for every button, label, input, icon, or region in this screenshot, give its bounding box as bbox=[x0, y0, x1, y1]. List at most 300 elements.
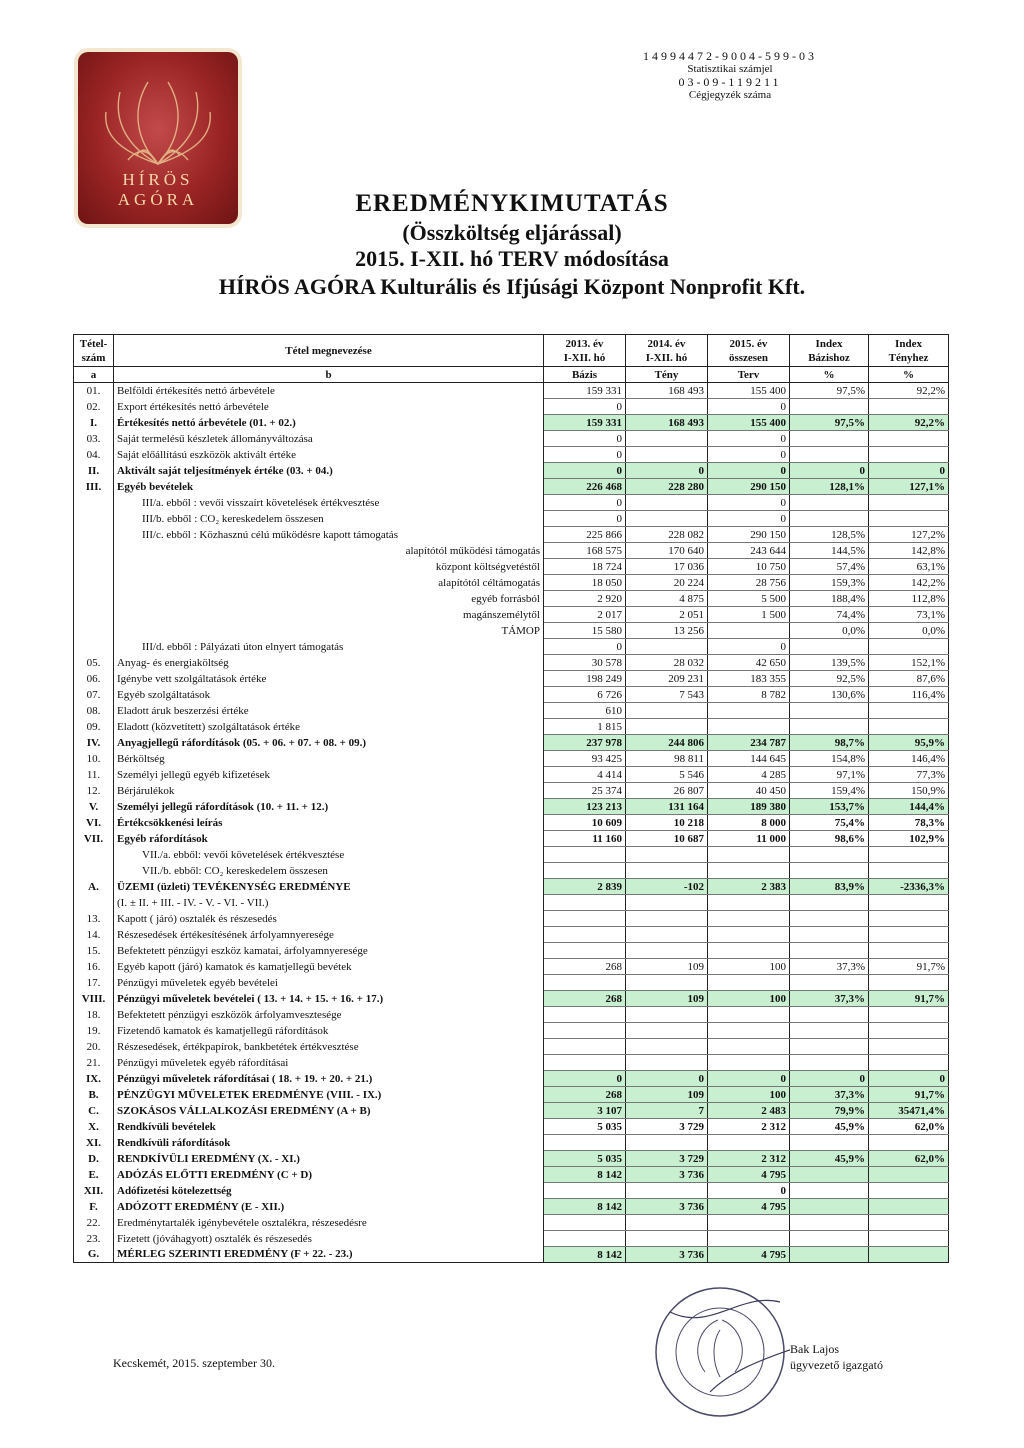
row-name: Részesedések, értékpapírok, bankbetétek értékvesztése bbox=[114, 1039, 544, 1055]
table-row bbox=[74, 719, 949, 735]
row-name: Eredménytartalék igénybevétele osztalékra, részesedésre bbox=[114, 1215, 544, 1231]
value-2014 bbox=[626, 1215, 708, 1231]
index-actual bbox=[869, 1215, 949, 1231]
value-2015: 144 645 bbox=[708, 751, 790, 767]
signature-block bbox=[790, 1341, 883, 1373]
value-2014: 228 280 bbox=[626, 479, 708, 495]
index-base: 98,6% bbox=[790, 831, 869, 847]
value-2014: 109 bbox=[626, 991, 708, 1007]
row-code: 18. bbox=[74, 1007, 114, 1023]
value-2013: 0 bbox=[544, 463, 626, 479]
table-row bbox=[74, 1087, 949, 1103]
row-code bbox=[74, 559, 114, 575]
value-2015 bbox=[708, 1231, 790, 1247]
value-2015: 2 383 bbox=[708, 879, 790, 895]
value-2014: 98 811 bbox=[626, 751, 708, 767]
row-name: Anyagjellegű ráfordítások (05. + 06. + 07. + 08. + 09.) bbox=[114, 735, 544, 751]
index-actual bbox=[869, 511, 949, 527]
value-2013: 268 bbox=[544, 1087, 626, 1103]
header-index-actual: Index Tényhez bbox=[869, 335, 949, 367]
company-identifiers bbox=[600, 50, 860, 102]
index-actual: 77,3% bbox=[869, 767, 949, 783]
row-code bbox=[74, 527, 114, 543]
value-2013: 0 bbox=[544, 447, 626, 463]
row-name: MÉRLEG SZERINTI EREDMÉNY (F + 22. - 23.) bbox=[114, 1247, 544, 1263]
index-actual: 112,8% bbox=[869, 591, 949, 607]
row-name: III/b. ebből : CO₂ kereskedelem összesen bbox=[114, 511, 544, 527]
row-code: 15. bbox=[74, 943, 114, 959]
table-row bbox=[74, 1039, 949, 1055]
index-base bbox=[790, 1199, 869, 1215]
subheader-a: a bbox=[74, 367, 114, 383]
row-name: Rendkívüli ráfordítások bbox=[114, 1135, 544, 1151]
row-code bbox=[74, 495, 114, 511]
row-name: SZOKÁSOS VÁLLALKOZÁSI EREDMÉNY (A + B) bbox=[114, 1103, 544, 1119]
value-2014: 17 036 bbox=[626, 559, 708, 575]
header-2014: 2014. év I-XII. hó bbox=[626, 335, 708, 367]
value-2014 bbox=[626, 1055, 708, 1071]
value-2014 bbox=[626, 703, 708, 719]
index-actual: 152,1% bbox=[869, 655, 949, 671]
table-row bbox=[74, 911, 949, 927]
value-2013: 8 142 bbox=[544, 1199, 626, 1215]
value-2015: 155 400 bbox=[708, 415, 790, 431]
value-2014 bbox=[626, 1231, 708, 1247]
value-2014: 4 875 bbox=[626, 591, 708, 607]
value-2013 bbox=[544, 1023, 626, 1039]
table-row bbox=[74, 415, 949, 431]
row-code: C. bbox=[74, 1103, 114, 1119]
row-name: Személyi jellegű ráfordítások (10. + 11. + 12.) bbox=[114, 799, 544, 815]
value-2014: -102 bbox=[626, 879, 708, 895]
index-base: 128,5% bbox=[790, 527, 869, 543]
index-base: 37,3% bbox=[790, 959, 869, 975]
row-code: XII. bbox=[74, 1183, 114, 1199]
value-2013: 10 609 bbox=[544, 815, 626, 831]
table-row bbox=[74, 1247, 949, 1263]
value-2013: 5 035 bbox=[544, 1119, 626, 1135]
value-2015: 8 782 bbox=[708, 687, 790, 703]
index-actual: 116,4% bbox=[869, 687, 949, 703]
value-2015 bbox=[708, 895, 790, 911]
table-row bbox=[74, 943, 949, 959]
statistical-number: 14994472-9004-599-03 bbox=[643, 49, 817, 63]
row-code: VI. bbox=[74, 815, 114, 831]
row-code bbox=[74, 607, 114, 623]
value-2015: 28 756 bbox=[708, 575, 790, 591]
row-name: Értékcsökkenési leírás bbox=[114, 815, 544, 831]
row-name: központ költségvetéstől bbox=[114, 559, 544, 575]
row-code: G. bbox=[74, 1247, 114, 1263]
row-code: 12. bbox=[74, 783, 114, 799]
value-2014 bbox=[626, 927, 708, 943]
index-base bbox=[790, 1055, 869, 1071]
row-name: III/d. ebből : Pályázati úton elnyert támogatás bbox=[114, 639, 544, 655]
value-2014: 131 164 bbox=[626, 799, 708, 815]
row-name: Fizetett (jóváhagyott) osztalék és részesedés bbox=[114, 1231, 544, 1247]
index-actual bbox=[869, 1007, 949, 1023]
index-base bbox=[790, 1167, 869, 1183]
table-row bbox=[74, 879, 949, 895]
row-name: ÜZEMI (üzleti) TEVÉKENYSÉG EREDMÉNYE bbox=[114, 879, 544, 895]
row-code: 07. bbox=[74, 687, 114, 703]
table-row bbox=[74, 767, 949, 783]
row-code bbox=[74, 543, 114, 559]
row-name: ADÓZÁS ELŐTTI EREDMÉNY (C + D) bbox=[114, 1167, 544, 1183]
row-code: 20. bbox=[74, 1039, 114, 1055]
row-name: Pénzügyi műveletek bevételei ( 13. + 14. + 15. + 16. + 17.) bbox=[114, 991, 544, 1007]
index-base bbox=[790, 447, 869, 463]
row-code: 13. bbox=[74, 911, 114, 927]
table-row bbox=[74, 959, 949, 975]
value-2015: 234 787 bbox=[708, 735, 790, 751]
value-2013: 25 374 bbox=[544, 783, 626, 799]
row-name: Egyéb szolgáltatások bbox=[114, 687, 544, 703]
index-base: 97,5% bbox=[790, 383, 869, 399]
row-name: Pénzügyi műveletek egyéb ráfordításai bbox=[114, 1055, 544, 1071]
table-row bbox=[74, 527, 949, 543]
value-2013 bbox=[544, 847, 626, 863]
index-base: 45,9% bbox=[790, 1151, 869, 1167]
value-2014: 209 231 bbox=[626, 671, 708, 687]
document-title: EREDMÉNYKIMUTATÁS bbox=[355, 190, 669, 217]
row-name: Eladott áruk beszerzési értéke bbox=[114, 703, 544, 719]
index-actual: 142,2% bbox=[869, 575, 949, 591]
value-2015: 155 400 bbox=[708, 383, 790, 399]
document-subtitle: (Összköltség eljárással) bbox=[402, 220, 622, 245]
index-base bbox=[790, 431, 869, 447]
subheader-pct1: % bbox=[790, 367, 869, 383]
value-2014 bbox=[626, 399, 708, 415]
value-2015: 4 285 bbox=[708, 767, 790, 783]
index-actual bbox=[869, 1183, 949, 1199]
table-row bbox=[74, 479, 949, 495]
index-actual bbox=[869, 911, 949, 927]
index-base: 153,7% bbox=[790, 799, 869, 815]
row-name: Értékesítés nettó árbevétele (01. + 02.) bbox=[114, 415, 544, 431]
value-2014: 10 218 bbox=[626, 815, 708, 831]
index-base bbox=[790, 1231, 869, 1247]
row-code: 10. bbox=[74, 751, 114, 767]
table-row bbox=[74, 863, 949, 879]
row-code: I. bbox=[74, 415, 114, 431]
index-base: 57,4% bbox=[790, 559, 869, 575]
value-2013 bbox=[544, 1055, 626, 1071]
index-base bbox=[790, 1023, 869, 1039]
index-base: 0 bbox=[790, 463, 869, 479]
index-base: 83,9% bbox=[790, 879, 869, 895]
index-base bbox=[790, 703, 869, 719]
index-base: 97,5% bbox=[790, 415, 869, 431]
row-code: 21. bbox=[74, 1055, 114, 1071]
index-actual: -2336,3% bbox=[869, 879, 949, 895]
value-2014: 2 051 bbox=[626, 607, 708, 623]
value-2014: 170 640 bbox=[626, 543, 708, 559]
table-row bbox=[74, 895, 949, 911]
row-code: 14. bbox=[74, 927, 114, 943]
value-2014 bbox=[626, 495, 708, 511]
value-2015 bbox=[708, 863, 790, 879]
value-2015: 2 312 bbox=[708, 1119, 790, 1135]
value-2013: 11 160 bbox=[544, 831, 626, 847]
row-name: III/a. ebből : vevői visszaírt követelések értékvesztése bbox=[114, 495, 544, 511]
value-2013: 6 726 bbox=[544, 687, 626, 703]
table-row bbox=[74, 1055, 949, 1071]
row-name: Export értékesítés nettó árbevétele bbox=[114, 399, 544, 415]
place-and-date: Kecskemét, 2015. szeptember 30. bbox=[113, 1356, 275, 1370]
table-row bbox=[74, 1167, 949, 1183]
value-2013: 2 017 bbox=[544, 607, 626, 623]
header-name: Tétel megnevezése bbox=[114, 335, 544, 367]
index-base: 128,1% bbox=[790, 479, 869, 495]
table-row bbox=[74, 591, 949, 607]
index-base bbox=[790, 927, 869, 943]
index-actual: 102,9% bbox=[869, 831, 949, 847]
index-base: 37,3% bbox=[790, 991, 869, 1007]
value-2013 bbox=[544, 975, 626, 991]
index-actual: 142,8% bbox=[869, 543, 949, 559]
index-base bbox=[790, 975, 869, 991]
row-code bbox=[74, 639, 114, 655]
row-code: A. bbox=[74, 879, 114, 895]
row-name: alapítótól céltámogatás bbox=[114, 575, 544, 591]
index-actual: 146,4% bbox=[869, 751, 949, 767]
index-actual bbox=[869, 1167, 949, 1183]
index-actual bbox=[869, 495, 949, 511]
index-base: 159,3% bbox=[790, 575, 869, 591]
header-index-base: Index Bázishoz bbox=[790, 335, 869, 367]
row-name: Igénybe vett szolgáltatások értéke bbox=[114, 671, 544, 687]
value-2013: 168 575 bbox=[544, 543, 626, 559]
table-row bbox=[74, 431, 949, 447]
value-2015: 40 450 bbox=[708, 783, 790, 799]
value-2014: 3 736 bbox=[626, 1167, 708, 1183]
index-base: 98,7% bbox=[790, 735, 869, 751]
index-actual: 63,1% bbox=[869, 559, 949, 575]
row-code: VII. bbox=[74, 831, 114, 847]
index-base: 144,5% bbox=[790, 543, 869, 559]
value-2013: 0 bbox=[544, 495, 626, 511]
value-2015: 100 bbox=[708, 1087, 790, 1103]
value-2013 bbox=[544, 863, 626, 879]
value-2015: 0 bbox=[708, 447, 790, 463]
index-base bbox=[790, 511, 869, 527]
index-base bbox=[790, 1183, 869, 1199]
value-2013: 8 142 bbox=[544, 1167, 626, 1183]
company-name: HÍRÖS AGÓRA Kulturális és Ifjúsági Központ Nonprofit Kft. bbox=[218, 274, 806, 299]
row-name: VII./a. ebből: vevői követelések értékvesztése bbox=[114, 847, 544, 863]
index-actual bbox=[869, 639, 949, 655]
table-row bbox=[74, 1151, 949, 1167]
row-name: Befektetett pénzügyi eszköz kamatai, árfolyamnyeresége bbox=[114, 943, 544, 959]
logo-line1: HÍRÖS bbox=[122, 170, 194, 189]
value-2015: 100 bbox=[708, 991, 790, 1007]
row-name: Egyéb ráfordítások bbox=[114, 831, 544, 847]
value-2014: 5 546 bbox=[626, 767, 708, 783]
value-2015 bbox=[708, 1215, 790, 1231]
index-actual bbox=[869, 1247, 949, 1263]
value-2015: 42 650 bbox=[708, 655, 790, 671]
subheader-actual: Tény bbox=[626, 367, 708, 383]
value-2013: 93 425 bbox=[544, 751, 626, 767]
value-2015: 0 bbox=[708, 1183, 790, 1199]
row-name: ADÓZOTT EREDMÉNY (E - XII.) bbox=[114, 1199, 544, 1215]
value-2014 bbox=[626, 431, 708, 447]
value-2015: 11 000 bbox=[708, 831, 790, 847]
value-2013 bbox=[544, 1039, 626, 1055]
table-row bbox=[74, 1215, 949, 1231]
table-row bbox=[74, 1007, 949, 1023]
value-2013 bbox=[544, 895, 626, 911]
index-base bbox=[790, 1135, 869, 1151]
index-actual: 62,0% bbox=[869, 1119, 949, 1135]
table-row bbox=[74, 799, 949, 815]
row-name: Kapott ( járó) osztalék és részesedés bbox=[114, 911, 544, 927]
value-2013: 0 bbox=[544, 399, 626, 415]
index-base: 75,4% bbox=[790, 815, 869, 831]
row-code: F. bbox=[74, 1199, 114, 1215]
value-2015: 0 bbox=[708, 463, 790, 479]
header-2013: 2013. év I-XII. hó bbox=[544, 335, 626, 367]
index-base: 154,8% bbox=[790, 751, 869, 767]
value-2015 bbox=[708, 1007, 790, 1023]
row-name: PÉNZÜGYI MŰVELETEK EREDMÉNYE (VIII. - IX.) bbox=[114, 1087, 544, 1103]
row-name: Anyag- és energiaköltség bbox=[114, 655, 544, 671]
table-row bbox=[74, 735, 949, 751]
value-2015: 100 bbox=[708, 959, 790, 975]
row-name: Belföldi értékesítés nettó árbevétele bbox=[114, 383, 544, 399]
index-base bbox=[790, 399, 869, 415]
value-2014: 228 082 bbox=[626, 527, 708, 543]
row-name: RENDKÍVÜLI EREDMÉNY (X. - XI.) bbox=[114, 1151, 544, 1167]
table-row bbox=[74, 975, 949, 991]
row-code bbox=[74, 575, 114, 591]
value-2015 bbox=[708, 1135, 790, 1151]
value-2014 bbox=[626, 1135, 708, 1151]
value-2013: 5 035 bbox=[544, 1151, 626, 1167]
index-base bbox=[790, 639, 869, 655]
value-2015: 0 bbox=[708, 1071, 790, 1087]
index-actual: 91,7% bbox=[869, 959, 949, 975]
value-2013: 15 580 bbox=[544, 623, 626, 639]
index-actual bbox=[869, 1199, 949, 1215]
value-2013 bbox=[544, 1183, 626, 1199]
row-code: B. bbox=[74, 1087, 114, 1103]
value-2014 bbox=[626, 863, 708, 879]
value-2015 bbox=[708, 927, 790, 943]
row-code: III. bbox=[74, 479, 114, 495]
index-base: 0 bbox=[790, 1071, 869, 1087]
index-actual bbox=[869, 719, 949, 735]
value-2013: 3 107 bbox=[544, 1103, 626, 1119]
value-2015 bbox=[708, 1039, 790, 1055]
index-actual: 62,0% bbox=[869, 1151, 949, 1167]
value-2013: 1 815 bbox=[544, 719, 626, 735]
index-actual bbox=[869, 1023, 949, 1039]
row-name: III/c. ebből : Közhasznú célú működésre kapott támogatás bbox=[114, 527, 544, 543]
row-code: 03. bbox=[74, 431, 114, 447]
row-code: 11. bbox=[74, 767, 114, 783]
value-2014 bbox=[626, 911, 708, 927]
value-2013: 610 bbox=[544, 703, 626, 719]
row-name: Egyéb bevételek bbox=[114, 479, 544, 495]
statistical-number-label: Statisztikai számjel bbox=[687, 63, 773, 75]
table-row bbox=[74, 1119, 949, 1135]
value-2013: 0 bbox=[544, 511, 626, 527]
value-2014: 168 493 bbox=[626, 415, 708, 431]
value-2014: 0 bbox=[626, 1071, 708, 1087]
row-code bbox=[74, 863, 114, 879]
value-2014: 26 807 bbox=[626, 783, 708, 799]
value-2013: 18 724 bbox=[544, 559, 626, 575]
row-name: Részesedések értékesítésének árfolyamnyeresége bbox=[114, 927, 544, 943]
value-2014: 20 224 bbox=[626, 575, 708, 591]
value-2013: 0 bbox=[544, 431, 626, 447]
value-2013: 237 978 bbox=[544, 735, 626, 751]
index-base: 37,3% bbox=[790, 1087, 869, 1103]
table-row bbox=[74, 1023, 949, 1039]
value-2013: 2 839 bbox=[544, 879, 626, 895]
value-2014: 3 729 bbox=[626, 1151, 708, 1167]
value-2015: 4 795 bbox=[708, 1167, 790, 1183]
value-2013: 8 142 bbox=[544, 1247, 626, 1263]
value-2014 bbox=[626, 1183, 708, 1199]
value-2014: 168 493 bbox=[626, 383, 708, 399]
value-2015: 189 380 bbox=[708, 799, 790, 815]
value-2013: 268 bbox=[544, 991, 626, 1007]
registration-number: 03-09-119211 bbox=[678, 75, 782, 89]
row-name: Bérjárulékok bbox=[114, 783, 544, 799]
row-code: 08. bbox=[74, 703, 114, 719]
index-actual: 127,1% bbox=[869, 479, 949, 495]
subheader-pct2: % bbox=[869, 367, 949, 383]
value-2014: 7 bbox=[626, 1103, 708, 1119]
table-row bbox=[74, 511, 949, 527]
index-actual bbox=[869, 847, 949, 863]
value-2013: 0 bbox=[544, 1071, 626, 1087]
row-name: Bérköltség bbox=[114, 751, 544, 767]
value-2014: 109 bbox=[626, 959, 708, 975]
table-row bbox=[74, 991, 949, 1007]
index-base bbox=[790, 719, 869, 735]
index-base bbox=[790, 863, 869, 879]
index-actual: 87,6% bbox=[869, 671, 949, 687]
official-stamp bbox=[650, 1282, 790, 1422]
value-2015: 0 bbox=[708, 511, 790, 527]
row-code: 01. bbox=[74, 383, 114, 399]
row-code: V. bbox=[74, 799, 114, 815]
value-2013 bbox=[544, 1135, 626, 1151]
table-row bbox=[74, 687, 949, 703]
income-statement-table bbox=[73, 334, 949, 1263]
table-row bbox=[74, 399, 949, 415]
row-code: 02. bbox=[74, 399, 114, 415]
value-2013 bbox=[544, 943, 626, 959]
index-actual bbox=[869, 927, 949, 943]
table-row bbox=[74, 575, 949, 591]
index-actual: 92,2% bbox=[869, 383, 949, 399]
value-2014 bbox=[626, 511, 708, 527]
row-code: 09. bbox=[74, 719, 114, 735]
row-name: Saját előállítású eszközök aktivált értéke bbox=[114, 447, 544, 463]
value-2015 bbox=[708, 847, 790, 863]
row-code bbox=[74, 511, 114, 527]
value-2015: 5 500 bbox=[708, 591, 790, 607]
row-name: Egyéb kapott (járó) kamatok és kamatjellegű bevétek bbox=[114, 959, 544, 975]
value-2013 bbox=[544, 911, 626, 927]
table-row bbox=[74, 815, 949, 831]
index-actual: 91,7% bbox=[869, 991, 949, 1007]
